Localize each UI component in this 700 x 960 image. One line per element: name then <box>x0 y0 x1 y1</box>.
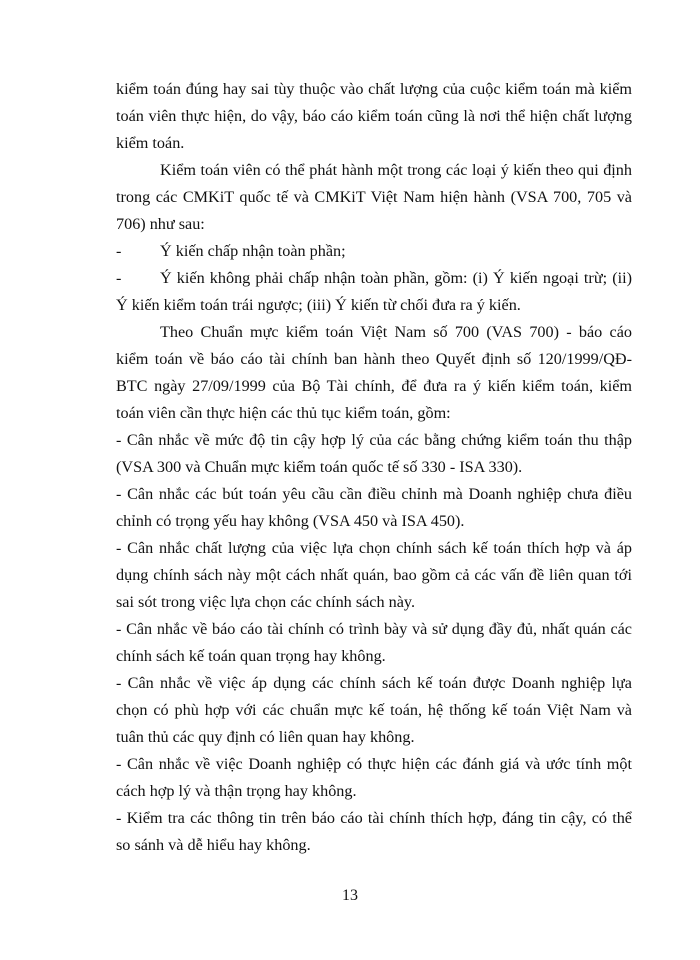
list-item-line: - Cân nhắc các bút toán yêu cầu cần điều chỉnh mà Doanh nghiệp chưa điều <box>116 485 632 503</box>
text-line: BTC ngày 27/09/1999 của Bộ Tài chính, để đưa ra ý kiến kiểm toán, kiểm <box>116 377 632 395</box>
bullet-item <box>116 265 632 292</box>
list-item-line: - Cân nhắc chất lượng của việc lựa chọn chính sách kế toán thích hợp và áp <box>116 539 632 557</box>
text-line: tuân thủ các quy định có liên quan hay không. <box>116 728 415 746</box>
bullet-item <box>116 238 632 265</box>
text-line: toán viên thực hiện, do vậy, báo cáo kiểm toán cũng là nơi thể hiện chất lượng <box>116 107 632 125</box>
text-line: Ý kiến kiểm toán trái ngược; (iii) Ý kiến từ chối đưa ra ý kiến. <box>116 296 521 314</box>
text-line: chọn có phù hợp với các chuẩn mực kế toán, hệ thống kế toán Việt Nam và <box>116 701 632 719</box>
list-item-line: - Cân nhắc về việc áp dụng các chính sách kế toán được Doanh nghiệp lựa <box>116 674 632 692</box>
text-line: trong các CMKiT quốc tế và CMKiT Việt Nam hiện hành (VSA 700, 705 và <box>116 188 632 206</box>
text-line: cách hợp lý và thận trọng hay không. <box>116 782 357 800</box>
bullet-dash: - <box>116 269 122 287</box>
text-line: so sánh và dễ hiểu hay không. <box>116 836 311 854</box>
bullet-dash: - <box>116 242 122 260</box>
paragraph-first-line: Kiểm toán viên có thể phát hành một trong các loại ý kiến theo qui định <box>160 161 632 179</box>
page-number: 13 <box>342 887 358 904</box>
text-line: kiểm toán về báo cáo tài chính ban hành theo Quyết định số 120/1999/QĐ- <box>116 350 632 368</box>
text-line: toán viên cần thực hiện các thủ tục kiểm toán, gồm: <box>116 404 451 422</box>
text-line: sai sót trong việc lựa chọn các chính sách này. <box>116 593 415 611</box>
list-item-line: - Cân nhắc về báo cáo tài chính có trình bày và sử dụng đầy đủ, nhất quán các <box>116 620 632 638</box>
paragraph-first-line: Theo Chuẩn mực kiểm toán Việt Nam số 700 (VAS 700) - báo cáo <box>160 323 632 341</box>
text-line: chỉnh có trọng yếu hay không (VSA 450 và ISA 450). <box>116 512 465 530</box>
text-line: 706) như sau: <box>116 215 205 233</box>
list-item-line: - Kiểm tra các thông tin trên báo cáo tài chính thích hợp, đáng tin cậy, có thể <box>116 809 632 827</box>
text-line: kiểm toán. <box>116 134 185 152</box>
body-text <box>116 76 632 859</box>
list-item-line: - Cân nhắc về mức độ tin cậy hợp lý của các bằng chứng kiểm toán thu thập <box>116 431 632 449</box>
text-line: (VSA 300 và Chuẩn mực kiểm toán quốc tế số 330 - ISA 330). <box>116 458 523 476</box>
text-line: kiểm toán đúng hay sai tùy thuộc vào chất lượng của cuộc kiểm toán mà kiểm <box>116 80 632 98</box>
bullet-text: Ý kiến không phải chấp nhận toàn phần, gồm: (i) Ý kiến ngoại trừ; (ii) <box>160 269 632 287</box>
list-item-line: - Cân nhắc về việc Doanh nghiệp có thực hiện các đánh giá và ước tính một <box>116 755 632 773</box>
text-line: chính sách kế toán quan trọng hay không. <box>116 647 386 665</box>
text-line: dụng chính sách này một cách nhất quán, bao gồm cả các vấn đề liên quan tới <box>116 566 632 584</box>
bullet-text: Ý kiến chấp nhận toàn phần; <box>160 242 346 260</box>
